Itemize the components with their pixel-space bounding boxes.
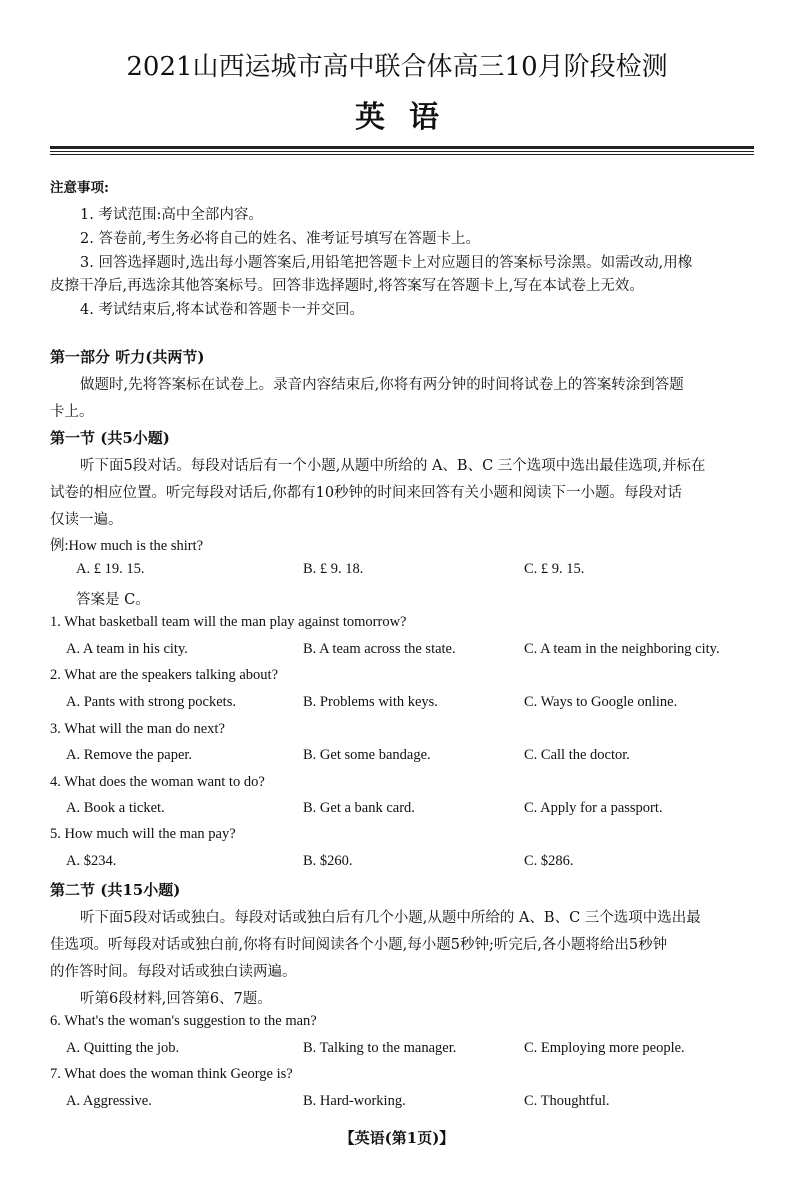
notes-heading: 注意事项: (50, 180, 109, 196)
option-a: A. Book a ticket. (66, 800, 165, 816)
notes-item: 皮擦干净后,再选涂其他答案标号。回答非选择题时,将答案写在答题卡上,写在本试卷上无效。 (50, 278, 644, 294)
notes-item: 2. 答卷前,考生务必将自己的姓名、准考证号填写在答题卡上。 (80, 231, 481, 247)
section2-desc: 听下面5段对话或独白。每段对话或独白后有几个小题,从题中所给的 A、B、C 三个选项中选出最 (80, 910, 701, 926)
option-c: C. $286. (524, 853, 574, 869)
option-a: A. $234. (66, 853, 117, 869)
option-a: A. A team in his city. (66, 641, 188, 657)
notes-item: 3. 回答选择题时,选出每小题答案后,用铅笔把答题卡上对应题目的答案标号涂黑。如需改动,用橡 (80, 255, 693, 271)
example-option-b: B. £ 9. 18. (303, 561, 364, 577)
option-c: C. Employing more people. (524, 1040, 685, 1056)
exam-title: 2021山西运城市高中联合体高三10月阶段检测 (126, 52, 668, 82)
section2-heading: 第二节 (共15小题) (50, 881, 181, 899)
option-b: B. Get some bandage. (303, 747, 431, 763)
section2-desc: 佳选项。听每段对话或独白前,你将有时间阅读各个小题,每小题5秒钟;听完后,各小题将给出5秒钟 (50, 937, 668, 953)
header-rule (50, 154, 754, 155)
option-b: B. $260. (303, 853, 353, 869)
page-footer: 【英语(第1页)】 (339, 1129, 455, 1147)
question: 4. What does the woman want to do? (50, 774, 265, 790)
part1-heading: 第一部分 听力(共两节) (50, 348, 205, 366)
option-c: C. Ways to Google online. (524, 694, 678, 710)
question: 5. How much will the man pay? (50, 826, 236, 842)
header-rule (50, 146, 754, 149)
option-c: C. A team in the neighboring city. (524, 641, 720, 657)
example-option-c: C. £ 9. 15. (524, 561, 585, 577)
section1-desc: 试卷的相应位置。听完每段对话后,你都有10秒钟的时间来回答有关小题和阅读下一小题。每段对话 (50, 485, 683, 501)
section2-desc: 的作答时间。每段对话或独白读两遍。 (50, 964, 297, 980)
option-c: C. Call the doctor. (524, 747, 630, 763)
part1-intro: 做题时,先将答案标在试卷上。录音内容结束后,你将有两分钟的时间将试卷上的答案转涂到答题 (80, 377, 684, 393)
option-b: B. Talking to the manager. (303, 1040, 457, 1056)
example-question: 例:How much is the shirt? (50, 538, 204, 554)
notes-item: 4. 考试结束后,将本试卷和答题卡一并交回。 (80, 302, 365, 318)
option-c: C. Apply for a passport. (524, 800, 663, 816)
notes-item: 1. 考试范围:高中全部内容。 (80, 207, 263, 223)
question: 3. What will the man do next? (50, 721, 225, 737)
example-answer: 答案是 C。 (76, 592, 150, 608)
option-b: B. Get a bank card. (303, 800, 415, 816)
option-b: B. A team across the state. (303, 641, 456, 657)
option-a: A. Quitting the job. (66, 1040, 180, 1056)
option-a: A. Aggressive. (66, 1093, 152, 1109)
question: 6. What's the woman's suggestion to the man? (50, 1013, 317, 1029)
section1-desc: 仅读一遍。 (50, 512, 123, 528)
subject-title: 英语 (355, 100, 463, 135)
section1-heading: 第一节 (共5小题) (50, 429, 170, 447)
option-b: B. Hard-working. (303, 1093, 406, 1109)
option-c: C. Thoughtful. (524, 1093, 610, 1109)
option-a: A. Pants with strong pockets. (66, 694, 236, 710)
question: 2. What are the speakers talking about? (50, 667, 279, 683)
header-rule (50, 151, 754, 152)
option-a: A. Remove the paper. (66, 747, 193, 763)
option-b: B. Problems with keys. (303, 694, 438, 710)
question: 1. What basketball team will the man play against tomorrow? (50, 614, 407, 630)
example-option-a: A. £ 19. 15. (76, 561, 145, 577)
part1-intro: 卡上。 (50, 404, 94, 420)
material-note: 听第6段材料,回答第6、7题。 (80, 991, 272, 1007)
section1-desc: 听下面5段对话。每段对话后有一个小题,从题中所给的 A、B、C 三个选项中选出最佳选项,并标在 (80, 458, 706, 474)
question: 7. What does the woman think George is? (50, 1066, 293, 1082)
